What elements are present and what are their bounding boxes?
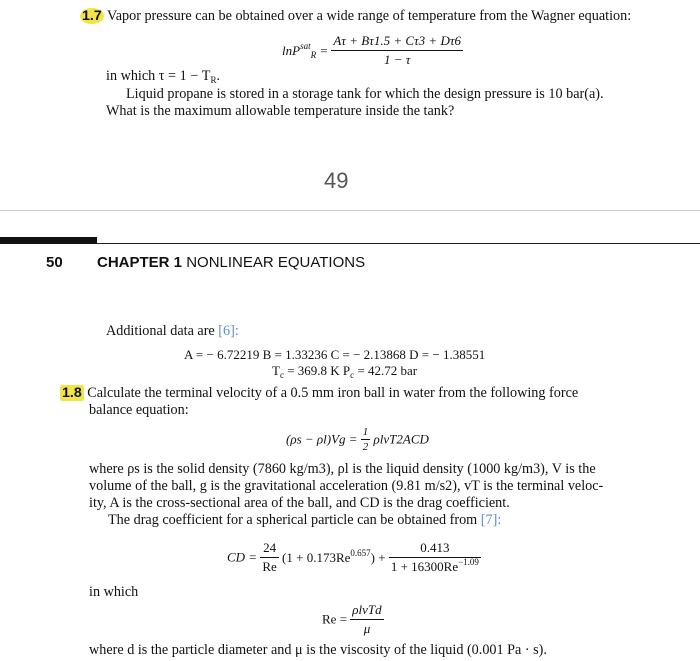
page-divider bbox=[0, 210, 700, 211]
reynolds-equation bbox=[322, 602, 384, 637]
chapter-label: CHAPTER 1 bbox=[97, 254, 183, 271]
chapter-rule bbox=[97, 243, 700, 244]
wagner-lhs: lnP bbox=[282, 42, 301, 58]
constants-line-2: $T_c = 369.8$ K $P_c = 42.72$ bar bbox=[272, 363, 418, 380]
reference-7-link[interactable]: [7]: bbox=[480, 512, 502, 528]
problem-1-7-line2: What is the maximum allowable temperature inside the tank? bbox=[106, 103, 455, 119]
chapter-heading bbox=[97, 254, 365, 271]
drag-coefficient-text: The drag coefficient for a spherical particle can be obtained from [7]: bbox=[108, 512, 502, 528]
problem-1-7-line1: Liquid propane is stored in a storage tank for which the design pressure is 10 bar(a). bbox=[126, 86, 604, 102]
where-last-line: where d is the particle diameter and μ is the viscosity of the liquid (0.001 Pa · s). bbox=[89, 642, 547, 658]
problem-number-badge-1-8: 1.8 bbox=[62, 385, 82, 401]
page-number-50: 50 bbox=[46, 254, 63, 271]
problem-intro-text: Vapor pressure can be obtained over a wide range of temperature from the Wagner equation: bbox=[107, 8, 632, 24]
chapter-title: NONLINEAR EQUATIONS bbox=[186, 254, 366, 271]
cd-fraction-2: $\frac{0.413}{1 + 16300Re^{-1.09}}$ bbox=[390, 540, 479, 574]
force-balance-equation bbox=[286, 426, 429, 453]
where-line-2: volume of the ball, g is the gravitational acceleration (9.81 m/s2), vT is the terminal veloc- bbox=[89, 478, 604, 494]
wagner-equation: lnP$^{sat}_R$ = $\frac{A\tau + B\tau 1.5 + C\tau 3 + D\tau 6}{1 - \tau}$ bbox=[282, 33, 461, 67]
where-line-3: ity, A is the cross-sectional area of the ball, and CD is the drag coefficient. bbox=[89, 495, 510, 511]
page-number-49: 49 bbox=[324, 168, 349, 193]
cd-middle: $(1 + 0.173Re^{0.657})$ + bbox=[282, 547, 386, 565]
in-which-label: in which bbox=[89, 584, 139, 600]
cd-lhs: CD = bbox=[227, 549, 258, 565]
reference-6-link[interactable]: [6]: bbox=[218, 323, 239, 339]
wagner-numerator: Aτ + Bτ1.5 + Cτ3 + Dτ6 bbox=[333, 33, 461, 48]
force-rhs: ρlvT2ACD bbox=[373, 431, 429, 447]
wagner-denominator: 1 − τ bbox=[383, 52, 411, 67]
problem-1-8-line2: balance equation: bbox=[89, 402, 189, 418]
problem-1-8-line1: 1.8 Calculate the terminal velocity of a 0.5 mm iron ball in water from the following force bbox=[62, 385, 579, 401]
problem-number-badge: 1.7 bbox=[82, 8, 102, 24]
constants-line-1: A = − 6.72219 B = 1.33236 C = − 2.13868 D = − 1.38551 bbox=[184, 347, 486, 362]
re-lhs: Re = bbox=[322, 611, 348, 627]
tau-definition: in which $\tau = 1 - T_R$. bbox=[106, 68, 221, 85]
where-line-1: where ρs is the solid density (7860 kg/m3), ρl is the liquid density (1000 kg/m3), V is the bbox=[89, 461, 596, 477]
chapter-bar-thick bbox=[0, 237, 97, 244]
cd-fraction-1: $\frac{24}{Re}$ bbox=[262, 540, 277, 574]
force-lhs: (ρs − ρl)Vg = bbox=[286, 431, 358, 447]
drag-coefficient-equation bbox=[227, 540, 481, 575]
re-fraction: $\frac{\text{ρlvTd}}{\mu}$ bbox=[352, 602, 382, 636]
problem-1-7-intro bbox=[80, 8, 631, 25]
wagner-fraction bbox=[331, 33, 463, 68]
additional-data-text: Additional data are [6]: bbox=[106, 323, 239, 339]
half-fraction: $\frac{1}{2}$ bbox=[362, 426, 369, 453]
